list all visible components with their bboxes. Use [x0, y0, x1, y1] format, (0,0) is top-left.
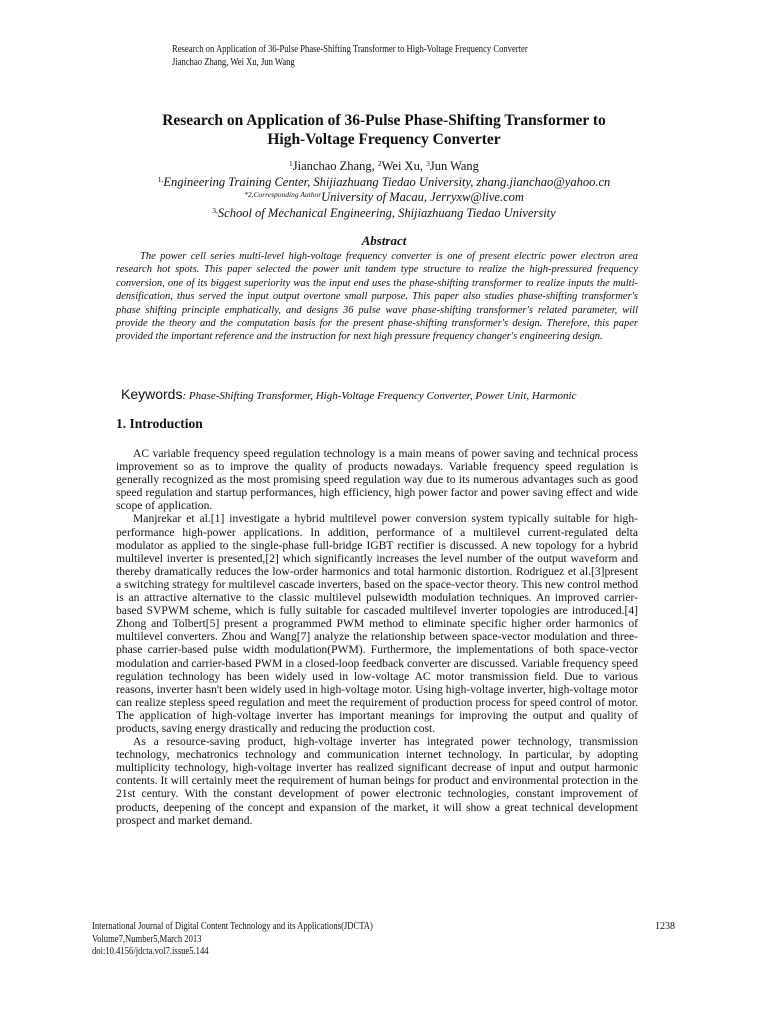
- author-1-marker: 1: [289, 159, 293, 168]
- paper-title-line-1: Research on Application of 36-Pulse Phase-Shifting Transformer to: [162, 112, 606, 129]
- journal-doi: doi:10.4156/jdcta.vol7.issue5.144: [92, 946, 209, 957]
- journal-name: International Journal of Digital Content Technology and its Applications(JDCTA): [92, 921, 373, 932]
- affiliation-1-marker: 1,: [157, 175, 164, 184]
- keywords-list: : Phase-Shifting Transformer, High-Voltage Frequency Converter, Power Unit, Harmonic: [182, 390, 577, 402]
- author-2-marker: 2: [377, 159, 382, 168]
- running-head-title: Research on Application of 36-Pulse Phase-Shifting Transformer to High-Voltage Frequency Converter: [172, 44, 528, 55]
- affiliation-3-text: School of Mechanical Engineering, Shijiazhuang Tiedao University: [217, 206, 556, 220]
- author-list: [80, 158, 688, 174]
- paper-title: [80, 111, 688, 149]
- affiliation-3: [80, 205, 688, 221]
- author-1: Jianchao Zhang,: [292, 159, 378, 173]
- author-3: Jun Wang: [429, 159, 479, 173]
- page-number: 1238: [655, 921, 675, 932]
- affiliation-3-marker: 3,: [212, 206, 218, 215]
- author-3-marker: 3: [426, 159, 430, 168]
- abstract-heading: Abstract: [361, 233, 407, 248]
- author-2: Wei Xu,: [381, 159, 427, 173]
- affiliation-1: [80, 174, 688, 190]
- keywords-label: Keywords: [121, 386, 183, 402]
- running-head-authors: Jianchao Zhang, Wei Xu, Jun Wang: [172, 56, 295, 68]
- journal-volume: Volume7,Number5,March 2013: [92, 933, 202, 945]
- body-paragraph: Manjrekar et al.[1] investigate a hybrid multilevel power conversion system typically suitable for high-performance high-power applications. In addition, performance of a multilevel current-regulated delta modulator as applied to the single-phase full-bridge IGBT rectifier is discussed. A new topology for a hybrid multilevel inverter is presented,[2] which significantly increases the level number of the output waveform and thereby dramatically reduces the low-order harmonics and total harmonic distortion. Rodriguez et al.[3]present a switching strategy for multilevel cascade inverters, based on the space-vector theory. This new control method is an attractive alternative to the classic multilevel pulsewidth modulation techniques. An improved carrier-based SVPWM scheme, which is fully suitable for cascaded multilevel inverter topologies are introduced.[4] Zhong and Tolbert[5] present a programmed PWM method to eliminate specific higher order harmonics of multilevel converters. Zhou and Wang[7] analyze the relationship between space-vector modulation and three-phase carrier-based pulse width modulation(PWM). Furthermore, the implementations of both space-vector modulation and carrier-based PWM in a closed-loop feedback converter are discussed. Variable frequency speed regulation technology has been widely used in low-voltage AC motor transmission field. Due to various reasons, inverter hasn't been widely used in high-voltage motor. Using high-voltage inverter, high-voltage motor can realize stepless speed regulation and meet the requirement of production process for speed control of motor. The application of high-voltage inverter has important meanings for improving the output and quality of products, saving energy drastically and reducing the production cost.: [116, 512, 638, 735]
- affiliation-2-text: University of Macau, Jerryxw@live.com: [321, 190, 524, 204]
- journal-footer: [92, 921, 462, 959]
- affiliation-2-marker: *2,Corresponding Author: [244, 190, 322, 199]
- body-paragraph: As a resource-saving product, high-voltage inverter has integrated power technology, transmission technology, mechatronics technology and communication internet technology. In particular, by adopting multiplicity technology, high-voltage inverter has realized significant decrease of input and output harmonic contents. It will certainly meet the requirement of human beings for product and environmental protection in the 21st century. With the constant development of power electronic technologies, constant improvement of products, deepening of the concept and expansion of the market, it will show a great technical development prospect and market demand.: [116, 735, 638, 827]
- running-head: [172, 44, 619, 69]
- body-paragraph: AC variable frequency speed regulation technology is a main means of power saving and technical process improvement so as to improve the quality of products nowadays. Variable frequency speed regulation is generally recognized as the most promising speed regulation way due to its numerous advantages such as good speed regulation and startup performances, high efficiency, high power factor and power saving effect and wide scope of application.: [116, 447, 638, 513]
- affiliation-2: [80, 189, 688, 205]
- section-heading-introduction: 1. Introduction: [116, 416, 203, 431]
- introduction-body: [116, 447, 638, 827]
- paper-title-line-2: High-Voltage Frequency Converter: [267, 131, 501, 148]
- keywords: [121, 386, 681, 402]
- abstract-text: The power cell series multi-level high-voltage frequency converter is one of present electric power electron area research hot spots. This paper selected the power unit tandem type structure to realize the high-pressured frequency conversion, one of its biggest superiority was the input end uses the phase-shifting transformer to realize inputs the multi-densification, thus served the input output overtone small purpose. This paper also studies phase-shifting transformer's phase shifting principle emphatically, and designs 36 pulse wave phase-shifting transformer's related parameter, will provide the theory and the computation basis for the present phase-shifting transformer's design. Therefore, this paper provided the important reference and the instruction for next high pressure frequency changer's engineering design.: [116, 251, 638, 343]
- affiliation-1-text: Engineering Training Center, Shijiazhuang Tiedao University, zhang.jianchao@yahoo.cn: [163, 175, 611, 189]
